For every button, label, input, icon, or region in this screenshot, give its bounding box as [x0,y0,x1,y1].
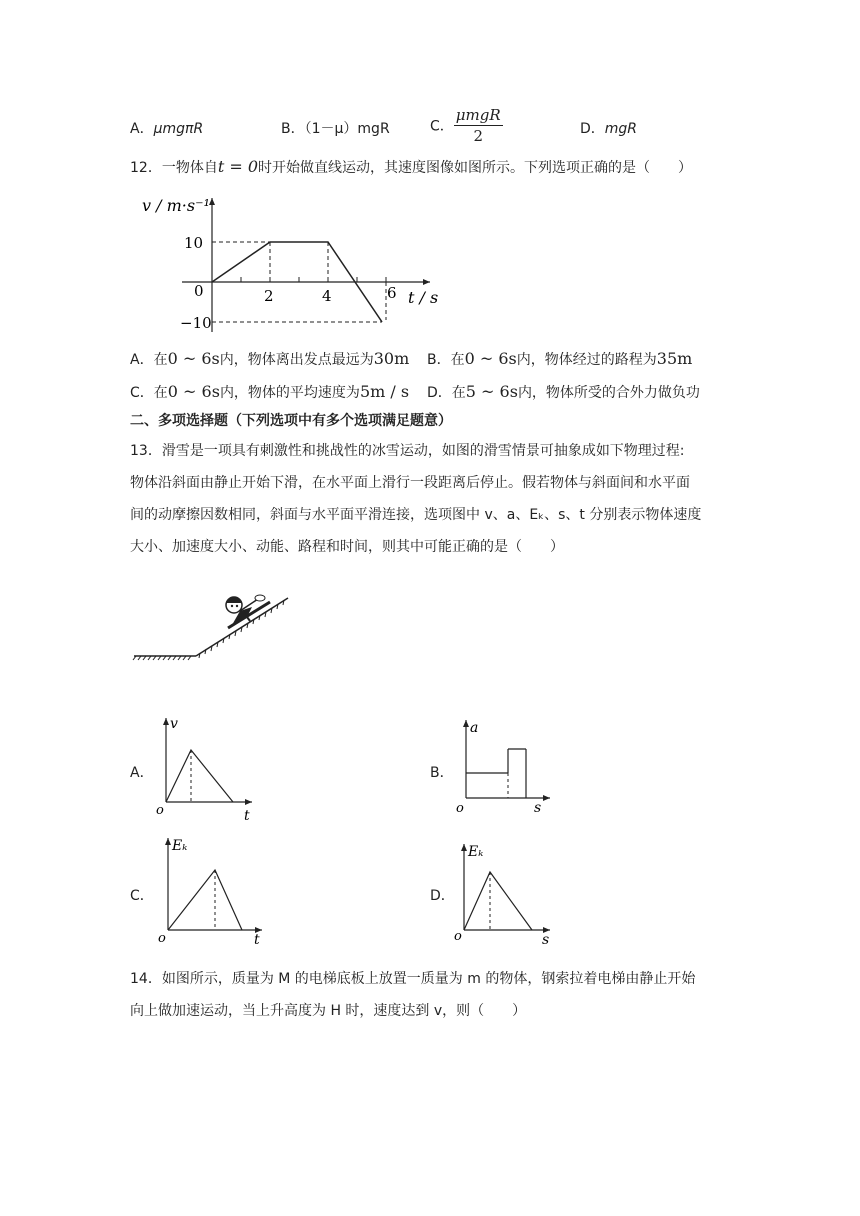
q13-option-a-label: A． [130,765,154,781]
q14-line-2: 向上做加速运动，当上升高度为 H 时，速度达到 v，则（ ） [130,1003,527,1019]
graph-c-ylabel: Eₖ [172,838,188,854]
skier-illustration [130,585,300,665]
q12-option-a: A．在0 ~ 6s内，物体离出发点最远为30m [130,349,410,368]
graph-b-origin: o [456,801,464,816]
graph-b-xlabel: s [534,800,542,816]
graph-d-line [464,872,532,930]
graph-a-xlabel: t [244,808,250,824]
q13-graph-a [150,712,260,824]
q11-option-d: D．mgR [580,121,638,137]
graph-d-xlabel: s [542,932,550,948]
y-axis-label: v / m·s⁻¹ [142,196,210,215]
graph-c-origin: o [158,931,166,946]
fraction: $\frac{\text{μmgR}}{2}$ [455,106,501,145]
q14-line-1: 14．如图所示，质量为 M 的电梯底板上放置一质量为 m 的物体，钢索拉着电梯由静止开始 [130,971,696,987]
q13-option-c-label: C． [130,888,154,904]
q12-option-b: B．在0 ~ 6s内，物体经过的路程为35m [427,349,693,368]
q13-graph-c [150,830,270,948]
graph-d-origin: o [454,929,462,944]
graph-c-line [168,870,242,930]
q13-line-1: 13．滑雪是一项具有刺激性和挑战性的冰雪运动，如图的滑雪情景可抽象成如下物理过程: [130,443,685,459]
tick-4: 4 [322,287,332,305]
tick-2: 2 [264,287,274,305]
q13-graph-d [450,838,560,948]
graph-d-ylabel: Eₖ [468,844,484,860]
tick-6: 6 [387,284,397,302]
q13-line-3: 间的动摩擦因数相同，斜面与水平面平滑连接，选项图中 v、a、Eₖ、s、t 分别表示物体速度 [130,507,702,523]
q13-line-2: 物体沿斜面由静止开始下滑，在水平面上滑行一段距离后停止。假若物体与斜面间和水平面 [130,475,690,491]
tick-10: 10 [184,234,204,252]
q12-stem: 12．一物体自t = 0时开始做直线运动，其速度图像如图所示。下列选项正确的是（ ） [130,157,693,176]
q13-graph-b [450,712,560,824]
q12-velocity-graph [130,190,450,340]
section-heading: 二、多项选择题（下列选项中有多个选项满足题意） [130,413,452,429]
q11-option-b: B．（1－μ）mgR [281,121,390,137]
graph-b-ylabel: a [470,720,479,736]
q13-option-d-label: D． [430,888,455,904]
q13-option-b-label: B． [430,765,454,781]
graph-c-xlabel: t [254,932,260,948]
q12-option-d: D．在5 ~ 6s内，物体所受的合外力做负功 [427,382,700,401]
q13-line-4: 大小、加速度大小、动能、路程和时间，则其中可能正确的是（ ） [130,539,564,555]
x-axis-label: t / s [408,288,439,307]
tick-neg10: −10 [180,314,212,332]
q11-option-c: C． $\frac{\text{μmgR}}{2}$ [430,106,501,145]
graph-a-line [166,750,233,802]
graph-a-origin: o [156,803,164,818]
graph-a-ylabel: v [170,716,178,732]
q12-option-c: C．在0 ~ 6s内，物体的平均速度为5m / s [130,382,410,401]
q11-option-a: A．μmgπR [130,121,204,137]
tick-origin: 0 [194,282,204,300]
